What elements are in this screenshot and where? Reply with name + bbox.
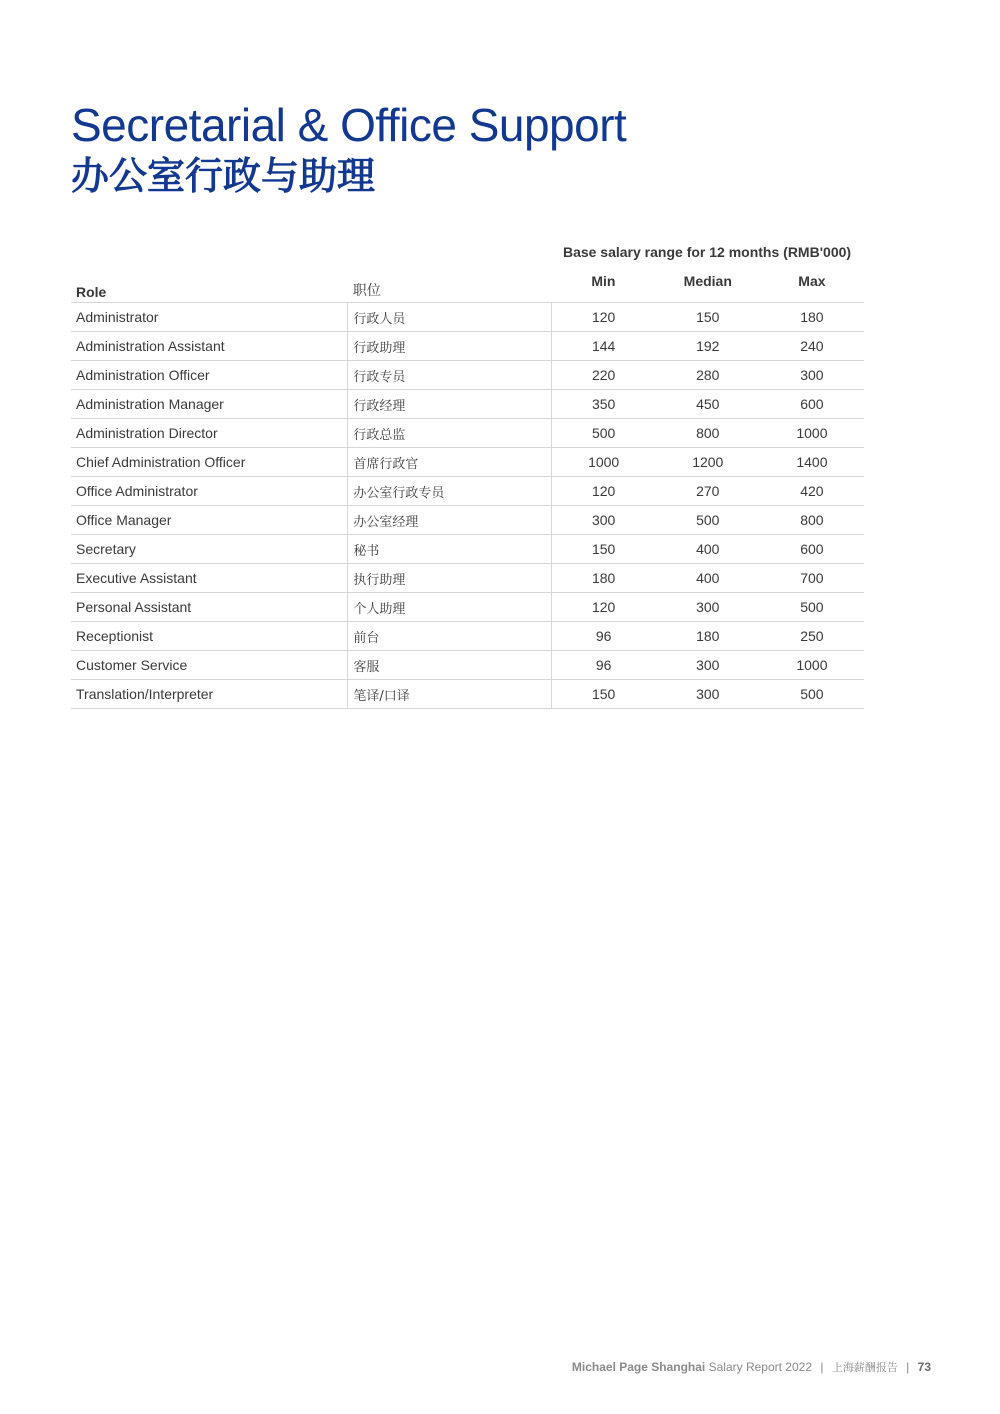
max-cell: 240 [760,332,864,361]
role-chinese-cell: 笔译/口译 [348,680,551,709]
role-chinese-cell: 办公室行政专员 [348,477,551,506]
min-cell: 120 [551,477,656,506]
table-row [71,593,864,622]
role-chinese-cell: 前台 [348,622,551,651]
median-cell: 800 [656,419,760,448]
max-cell: 600 [760,535,864,564]
max-cell: 1000 [760,419,864,448]
table-row [71,448,864,477]
table-row [71,477,864,506]
role-cell: Customer Service [71,651,348,680]
min-cell: 150 [551,680,656,709]
max-cell: 420 [760,477,864,506]
max-cell: 180 [760,303,864,332]
median-cell: 300 [656,680,760,709]
role-chinese-cell: 办公室经理 [348,506,551,535]
page-number: 73 [917,1360,931,1374]
role-chinese-cell: 秘书 [348,535,551,564]
table-row [71,535,864,564]
column-header-min: Min [551,266,656,303]
min-cell: 180 [551,564,656,593]
table-row [71,419,864,448]
table-row [71,390,864,419]
role-chinese-cell: 执行助理 [348,564,551,593]
role-chinese-cell: 行政总监 [348,419,551,448]
role-cell: Administrator [71,303,348,332]
role-cell: Personal Assistant [71,593,348,622]
footer-separator: | [820,1360,824,1374]
median-cell: 400 [656,535,760,564]
role-cell: Office Manager [71,506,348,535]
median-cell: 300 [656,593,760,622]
median-cell: 270 [656,477,760,506]
page-footer [572,1359,931,1375]
min-cell: 120 [551,593,656,622]
salary-range-caption: Base salary range for 12 months (RMB'000) [562,244,852,260]
min-cell: 220 [551,361,656,390]
max-cell: 500 [760,680,864,709]
column-header-median: Median [656,266,760,303]
min-cell: 150 [551,535,656,564]
median-cell: 500 [656,506,760,535]
role-chinese-cell: 行政专员 [348,361,551,390]
role-cell: Secretary [71,535,348,564]
role-cell: Receptionist [71,622,348,651]
table-row [71,651,864,680]
median-cell: 150 [656,303,760,332]
table-row [71,361,864,390]
footer-separator: | [906,1360,910,1374]
max-cell: 1000 [760,651,864,680]
median-cell: 180 [656,622,760,651]
table-row [71,303,864,332]
min-cell: 300 [551,506,656,535]
table-row [71,506,864,535]
table-row [71,622,864,651]
max-cell: 600 [760,390,864,419]
role-chinese-cell: 行政经理 [348,390,551,419]
role-cell: Administration Manager [71,390,348,419]
page-title-chinese: 办公室行政与助理 [71,154,376,198]
min-cell: 96 [551,651,656,680]
role-chinese-cell: 首席行政官 [348,448,551,477]
table-row [71,564,864,593]
table-row [71,332,864,361]
salary-table-body [71,303,864,709]
column-header-role-chinese: 职位 [348,266,551,303]
role-cell: Translation/Interpreter [71,680,348,709]
min-cell: 120 [551,303,656,332]
footer-report-chinese: 上海薪酬报告 [831,1361,898,1374]
role-chinese-cell: 个人助理 [348,593,551,622]
median-cell: 280 [656,361,760,390]
column-header-role: Role [71,266,348,303]
min-cell: 350 [551,390,656,419]
min-cell: 144 [551,332,656,361]
max-cell: 800 [760,506,864,535]
min-cell: 500 [551,419,656,448]
max-cell: 1400 [760,448,864,477]
median-cell: 400 [656,564,760,593]
max-cell: 300 [760,361,864,390]
role-chinese-cell: 行政助理 [348,332,551,361]
median-cell: 300 [656,651,760,680]
min-cell: 96 [551,622,656,651]
median-cell: 1200 [656,448,760,477]
table-header-row [71,266,864,303]
role-chinese-cell: 行政人员 [348,303,551,332]
median-cell: 450 [656,390,760,419]
footer-brand: Michael Page Shanghai [571,1360,706,1374]
column-header-max: Max [760,266,864,303]
role-cell: Office Administrator [71,477,348,506]
role-cell: Executive Assistant [71,564,348,593]
table-row [71,680,864,709]
page-title: Secretarial & Office Support [71,99,627,151]
max-cell: 700 [760,564,864,593]
salary-table [71,266,864,709]
footer-report: Salary Report 2022 [708,1360,813,1374]
median-cell: 192 [656,332,760,361]
role-cell: Administration Assistant [71,332,348,361]
role-cell: Chief Administration Officer [71,448,348,477]
role-cell: Administration Director [71,419,348,448]
role-cell: Administration Officer [71,361,348,390]
max-cell: 250 [760,622,864,651]
min-cell: 1000 [551,448,656,477]
max-cell: 500 [760,593,864,622]
role-chinese-cell: 客服 [348,651,551,680]
